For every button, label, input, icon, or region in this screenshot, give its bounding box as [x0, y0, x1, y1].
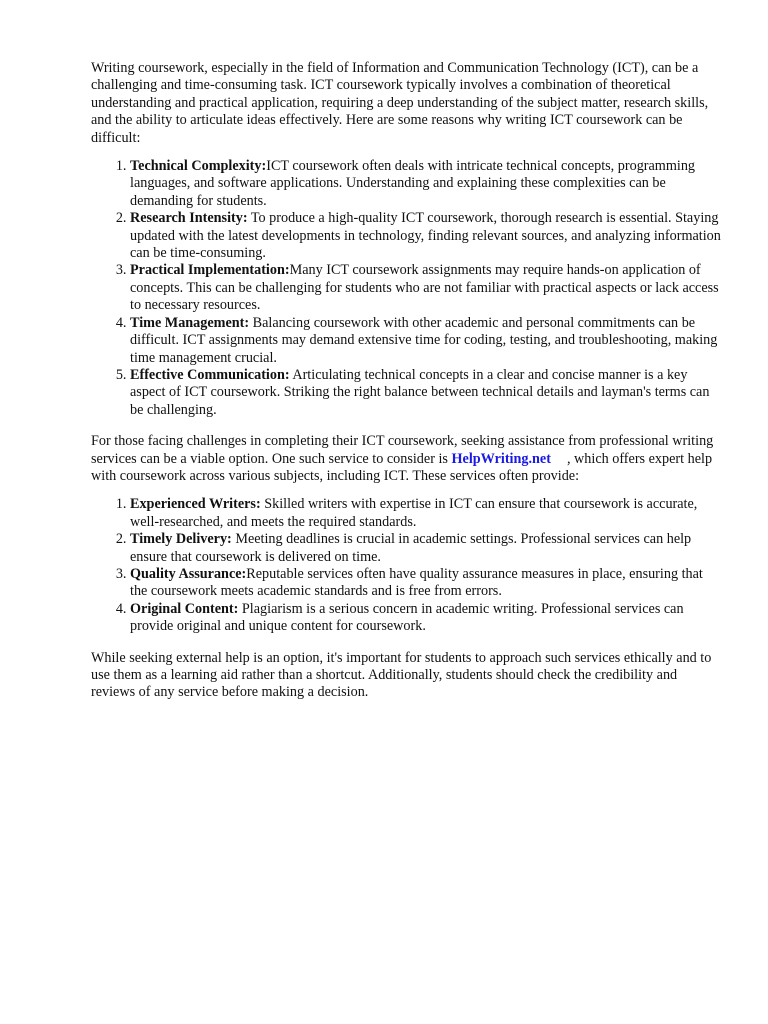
reason-text: To produce a high-quality ICT coursework, thorough research is essential. Staying updated with the latest developments in technology, finding relevant sources, and analyzing information can be time-consuming.: [130, 210, 721, 262]
list-item: [130, 210, 721, 262]
intro-paragraph: Writing coursework, especially in the field of Information and Communication Technology (ICT), can be a challenging and time-consuming task. ICT coursework typically involves a combination of theoretical understanding and practical application, requiring a deep understanding of the subject matter, research skills, and the ability to articulate ideas effectively. Here are some reasons why writing ICT coursework can be difficult:: [91, 60, 709, 146]
closing-paragraph: While seeking external help is an option, it's important for students to approach such services ethically and to use them as a learning aid rather than a shortcut. Additionally, students should check the credibility and reviews of any service before making a decision.: [91, 649, 712, 701]
helpwriting-link[interactable]: HelpWriting.net: [451, 450, 551, 467]
benefit-term: Original Content:: [130, 600, 239, 617]
reason-term: Time Management:: [130, 314, 250, 331]
services-text-before: For those facing challenges in completing their ICT coursework, seeking assistance from professional writing services can be a viable option. One such service to consider is: [91, 433, 714, 467]
benefit-term: Timely Delivery:: [130, 531, 232, 548]
reason-term: Effective Communication:: [130, 366, 290, 383]
services-paragraph: [91, 433, 721, 485]
benefit-text: Meeting deadlines is crucial in academic settings. Professional services can help ensure that coursework is delivered on time.: [130, 531, 692, 565]
reason-term: Research Intensity:: [130, 210, 248, 227]
list-item: [130, 367, 721, 419]
benefits-list: [91, 496, 721, 635]
reason-text: Articulating technical concepts in a clear and concise manner is a key aspect of ICT coursework. Striking the right balance between technical details and layman's terms can be challenging.: [130, 366, 710, 418]
benefit-term: Quality Assurance:: [130, 565, 247, 582]
document-page: [91, 60, 721, 702]
list-item: [130, 315, 721, 367]
list-item: [130, 531, 721, 566]
reason-text: Many ICT coursework assignments may require hands-on application of concepts. This can be challenging for students who are not familiar with practical aspects or lack access to necessary resources.: [130, 262, 719, 314]
services-text-after: , which offers expert help with coursework across various subjects, including ICT. These services often provide:: [91, 450, 713, 484]
reason-term: Practical Implementation:: [130, 262, 290, 279]
reason-term: Technical Complexity:: [130, 158, 267, 175]
reasons-list: [91, 158, 721, 419]
benefit-term: Experienced Writers:: [130, 496, 261, 513]
list-item: [130, 262, 721, 314]
benefit-text: Plagiarism is a serious concern in academic writing. Professional services can provide original and unique content for coursework.: [130, 600, 684, 635]
list-item: [130, 566, 721, 601]
list-item: [130, 158, 721, 210]
list-item: [130, 496, 721, 531]
reason-text: ICT coursework often deals with intricate technical concepts, programming languages, and software applications. Understanding and explaining these complexities can be demanding for students.: [130, 158, 696, 209]
reason-text: Balancing coursework with other academic and personal commitments can be difficult. ICT assignments may demand extensive time for coding, testing, and troubleshooting, making time management crucial.: [130, 314, 718, 366]
benefit-text: Skilled writers with expertise in ICT can ensure that coursework is accurate, well-researched, and meets the required standards.: [130, 496, 698, 530]
list-item: [130, 601, 721, 636]
benefit-text: Reputable services often have quality assurance measures in place, ensuring that the coursework meets academic standards and is free from errors.: [130, 565, 703, 600]
